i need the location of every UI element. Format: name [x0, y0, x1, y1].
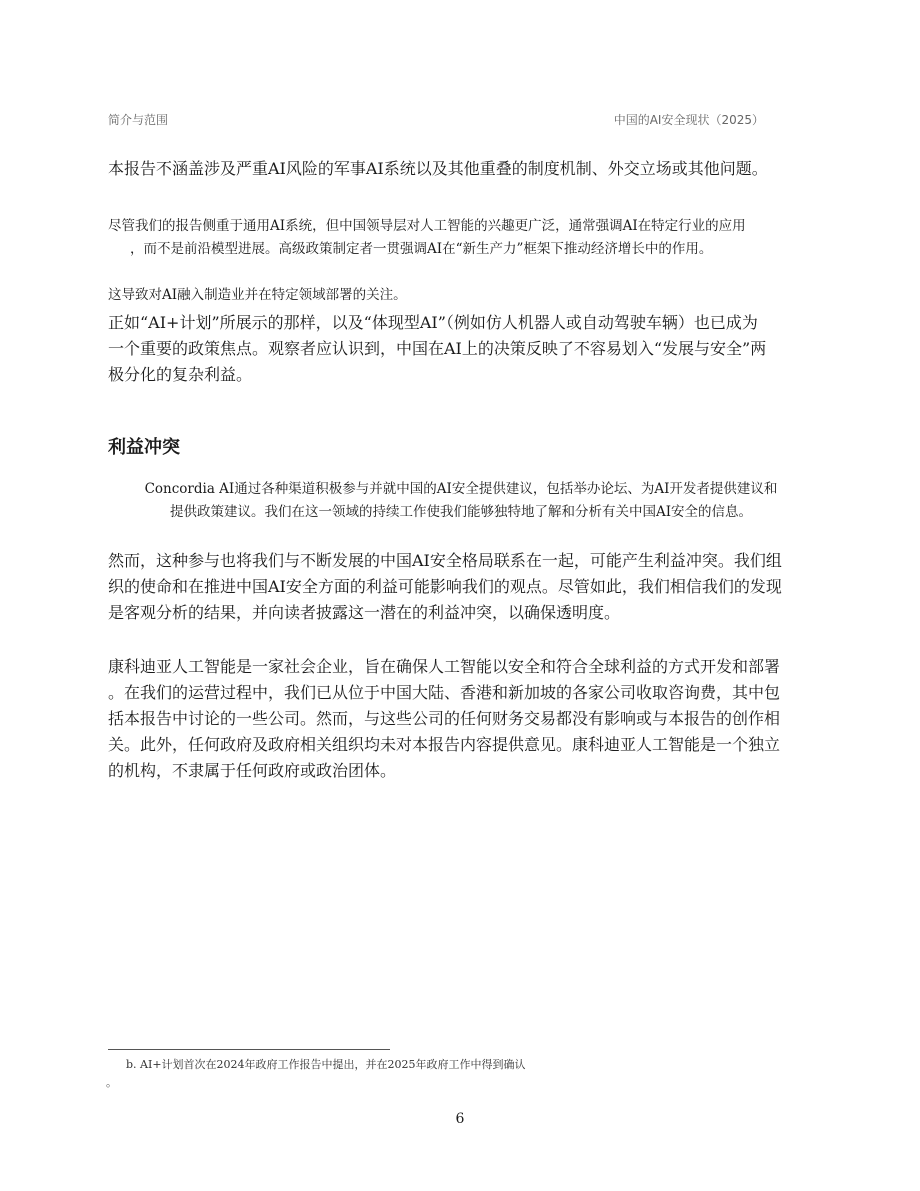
- concordia-engagement-paragraph: [108, 478, 814, 524]
- paragraph-text: 这导致对AI融入制造业并在特定领域部署的关注。: [108, 287, 407, 303]
- policy-focus-paragraph: [108, 310, 814, 388]
- running-header-section: 简介与范围: [108, 113, 169, 127]
- footnote-continuation: 。: [106, 1076, 117, 1089]
- footnote-divider: [108, 1049, 390, 1050]
- paragraph-line: 正如“AI+计划”所展示的那样，以及“体现型AI”（例如仿人机器人或自动驾驶车辆）也已成为: [108, 313, 758, 332]
- paragraph-line: 然而，这种参与也将我们与不断发展的中国AI安全格局联系在一起，可能产生利益冲突。我们组: [108, 551, 782, 570]
- footnote-text: b. AI+计划首次在2024年政府工作报告中提出，并在2025年政府工作中得到确认: [126, 1058, 526, 1071]
- page-number: 6: [455, 1111, 465, 1127]
- running-header-title: 中国的AI安全现状（2025）: [613, 113, 764, 127]
- paragraph-line: 括本报告中讨论的一些公司。然而，与这些公司的任何财务交易都没有影响或与本报告的创作相: [108, 709, 781, 728]
- paragraph-line: 提供政策建议。我们在这一领域的持续工作使我们能够独特地了解和分析有关中国AI安全的信息。: [169, 504, 753, 520]
- general-ai-focus-paragraph: [108, 215, 814, 261]
- paragraph-line: 关。此外，任何政府及政府相关组织均未对本报告内容提供意见。康科迪亚人工智能是一个独立: [108, 735, 781, 754]
- paragraph-line: 极分化的复杂利益。: [108, 365, 253, 384]
- paragraph-line: 。在我们的运营过程中，我们已从位于中国大陆、香港和新加坡的各家公司收取咨询费，其中包: [108, 683, 781, 702]
- paragraph-line: 织的使命和在推进中国AI安全方面的利益可能影响我们的观点。尽管如此，我们相信我们的发现: [108, 577, 782, 596]
- paragraph-line: Concordia AI通过各种渠道积极参与并就中国的AI安全提供建议，包括举办论坛、为AI开发者提供建议和: [144, 481, 778, 497]
- manufacturing-focus-paragraph: [108, 284, 814, 307]
- paragraph-line: 尽管我们的报告侧重于通用AI系统，但中国领导层对人工智能的兴趣更广泛，通常强调AI在特定行业的应用: [108, 218, 746, 234]
- paragraph-line: 康科迪亚人工智能是一家社会企业，旨在确保人工智能以安全和符合全球利益的方式开发和部署: [108, 657, 781, 676]
- paragraph-line: ，而不是前沿模型进展。高级政策制定者一贯强调AI在“新生产力”框架下推动经济增长中的作用。: [130, 241, 713, 257]
- paragraph-line: 的机构，不隶属于任何政府或政治团体。: [108, 761, 397, 780]
- conflict-disclosure-paragraph: [108, 548, 814, 626]
- paragraph-text: 本报告不涵盖涉及严重AI风险的军事AI系统以及其他重叠的制度机制、外交立场或其他问题。: [108, 159, 768, 178]
- paragraph-line: 一个重要的政策焦点。观察者应认识到，中国在AI上的决策反映了不容易划入“发展与安全”两: [108, 339, 767, 358]
- scope-exclusion-paragraph: [108, 156, 814, 182]
- paragraph-line: 是客观分析的结果，并向读者披露这一潜在的利益冲突，以确保透明度。: [108, 603, 621, 622]
- social-enterprise-paragraph: [108, 654, 814, 784]
- section-heading-conflict-of-interest: 利益冲突: [108, 437, 180, 458]
